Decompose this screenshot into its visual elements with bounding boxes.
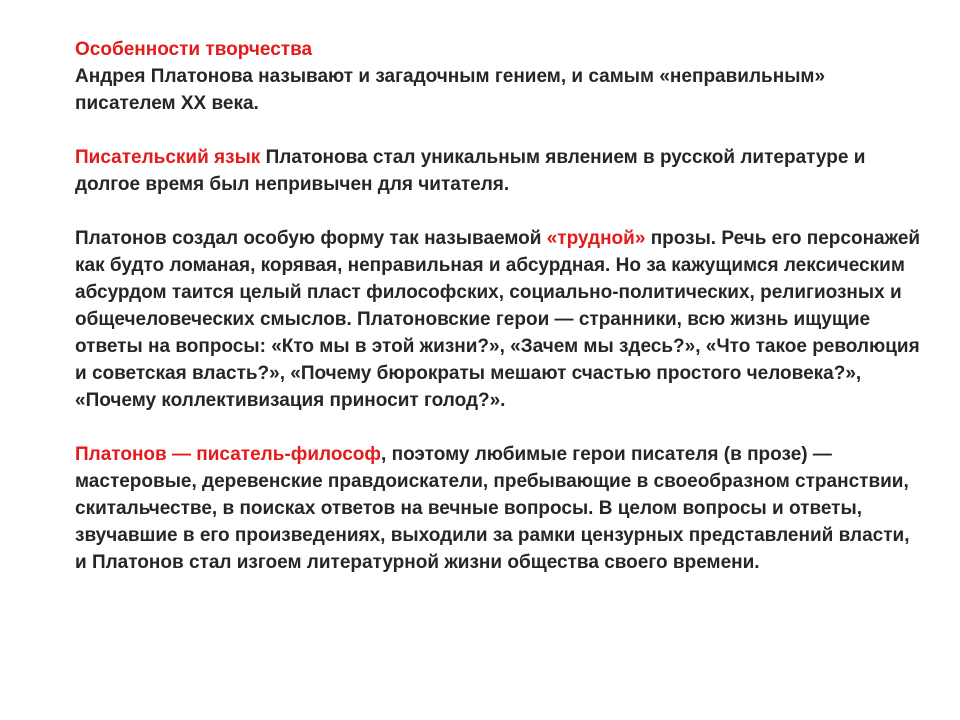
highlight-writing-language: Писательский язык [75, 147, 261, 168]
paragraph-gap [75, 117, 925, 144]
paragraph-language-text: Платонова стал уникальным явлением в русской литературе и долгое время был непривычен для читателя. [75, 147, 866, 195]
intro-text: Андрея Платонова называют и загадочным гением, и самым «неправильным» писателем XX века. [75, 66, 826, 114]
slide-content [75, 36, 925, 576]
paragraph-prose-before: Платонов создал особую форму так называемой [75, 228, 547, 249]
paragraph-philosopher [75, 441, 925, 576]
paragraph-language [75, 144, 925, 198]
paragraph-philosopher-text: , поэтому любимые герои писателя (в прозе) — мастеровые, деревенские правдоискатели, пребывающие в своеобразном странствии, скитальчестве, в поисках ответов на вечные вопросы. В целом вопросы и ответы, звучавшие в его произведениях, выходили за рамки цензурных представлений власти, и Платонов стал изгоем литературной жизни общества своего времени. [75, 444, 910, 573]
intro-block [75, 36, 925, 117]
paragraph-prose-after: прозы. Речь его персонажей как будто ломаная, корявая, неправильная и абсурдная. Но за кажущимся лексическим абсурдом таится целый пласт философских, социально-политических, религиозных и общечеловеческих смыслов. Платоновские герои — странники, всю жизнь ищущие ответы на вопросы: «Кто мы в этой жизни?», «Зачем мы здесь?», «Что такое революция и советская власть?», «Почему бюрократы мешают счастью простого человека?», «Почему коллективизация приносит голод?». [75, 228, 921, 411]
paragraph-gap [75, 414, 925, 441]
highlight-difficult: «трудной» [546, 228, 646, 249]
paragraph-difficult-prose [75, 225, 925, 414]
slide-title: Особенности творчества [75, 39, 313, 60]
paragraph-gap [75, 198, 925, 225]
highlight-writer-philosopher: Платонов — писатель-философ [75, 444, 382, 465]
